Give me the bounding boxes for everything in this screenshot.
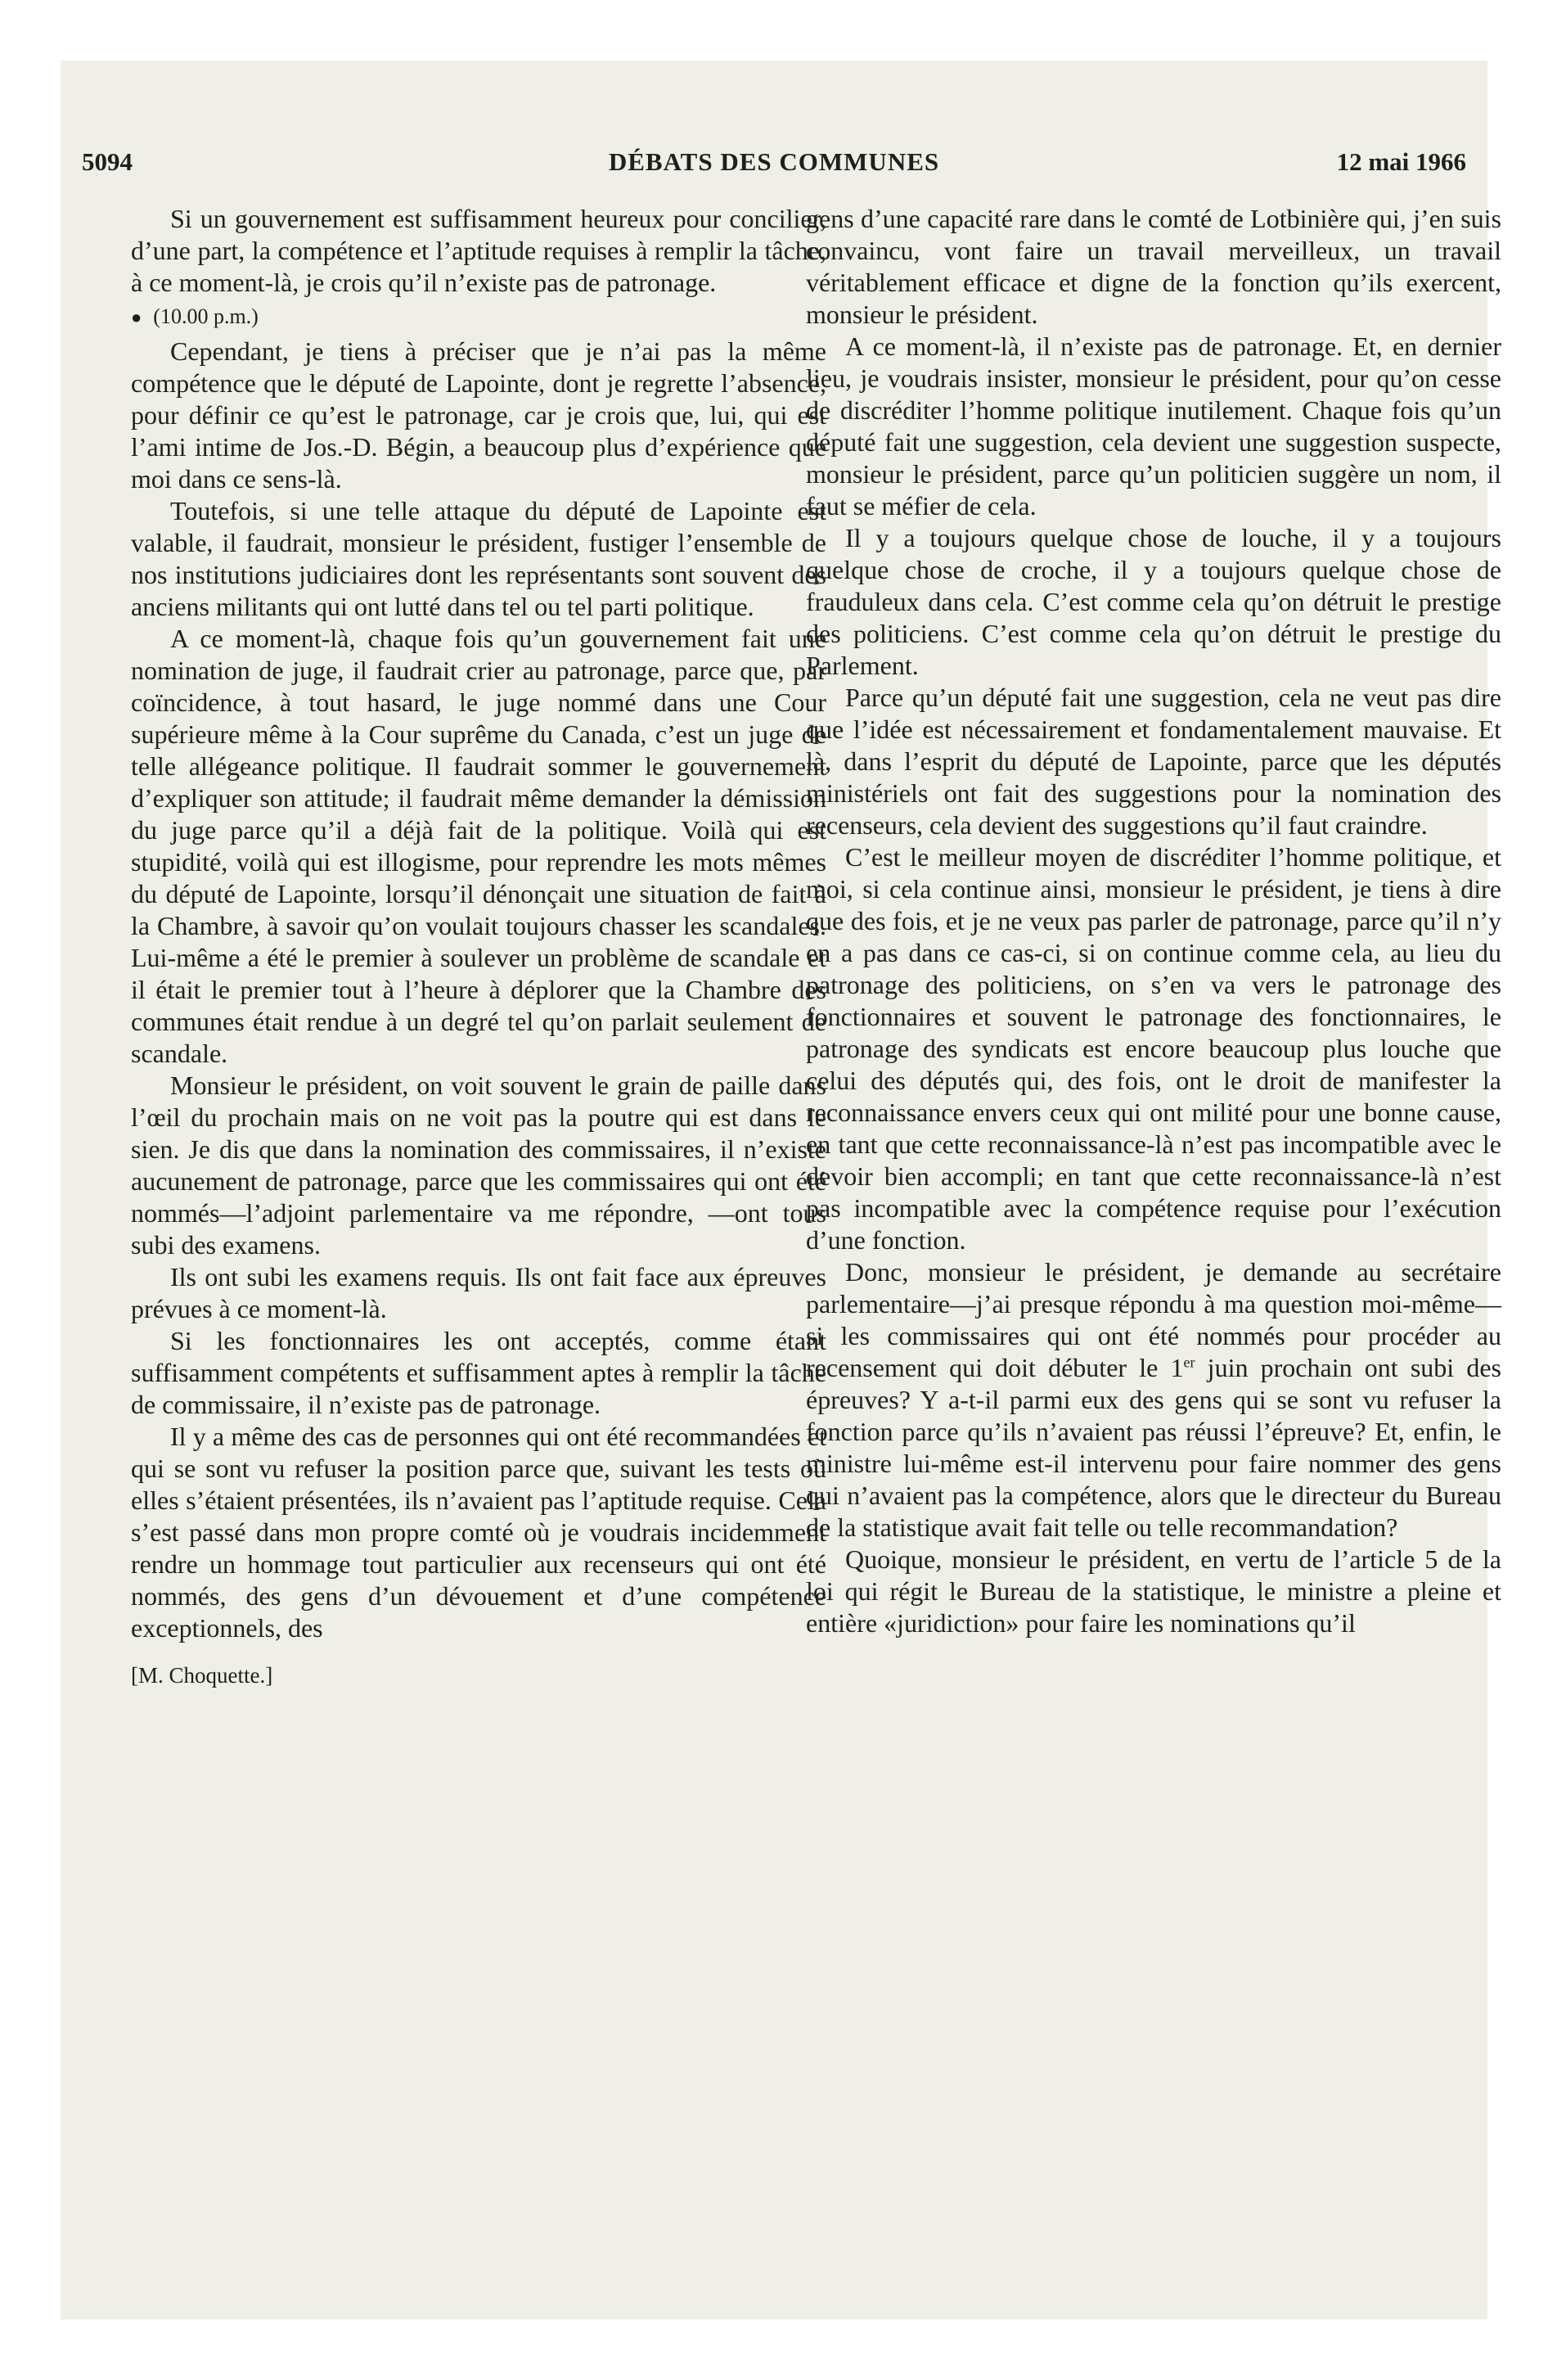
paragraph: Toutefois, si une telle attaque du député de Lapointe est valable, il faudrait, monsieur le président, fustiger l’ensemble de nos institutions judiciaires dont les représentants sont souvent des anciens militants qui ont lutté dans tel ou tel parti politique.	[131, 496, 826, 621]
paragraph: C’est le meilleur moyen de discréditer l’homme politique, et moi, si cela continue ainsi, monsieur le président, je tiens à dire que des fois, et je ne veux pas parler de patronage, parce qu’il n’y en a pas dans ce cas-ci, si on continue comme cela, au lieu du patronage des politiciens, on s’en va vers le patronage des fonctionnaires et souvent le patronage des fonctionnaires, le patronage des syndicats est encore beaucoup plus louche que celui des députés qui, des fois, ont le droit de manifester la reconnaissance envers ceux qui ont milité pour une bonne cause, en tant que cette reconnaissance-là n’est pas incompatible avec le devoir bien accompli; en tant que cette reconnaissance-là n’est pas incompatible avec la compétence requise pour l’exécution d’une fonction.	[806, 842, 1501, 1255]
paragraph-part: Donc, monsieur le président, je demande au secrétaire parlementaire—j’ai presque répondu à ma question moi-même—si les commissaires qui ont été nommés pour procéder au recensement qui doit débuter le 1	[806, 1257, 1501, 1382]
paragraph: Monsieur le président, on voit souvent le grain de paille dans l’œil du prochain mais on ne voit pas la poutre qui est dans le sien. Je dis que dans la nomination des commissaires, il n’existe aucunement de patronage, parce que les commissaires qui ont été nommés—l’adjoint parlementaire va me répondre, —ont tous subi des examens.	[131, 1071, 826, 1260]
superscript: er	[1183, 1354, 1195, 1371]
running-title: DÉBATS DES COMMUNES	[608, 147, 940, 176]
page-date: 12 mai 1966	[1336, 147, 1466, 176]
paragraph: Il y a toujours quelque chose de louche, il y a toujours quelque chose de croche, il y a toujours quelque chose de frauduleux dans cela. C’est comme cela qu’on détruit le prestige des politiciens. C’est comme cela qu’on détruit le prestige du Parlement.	[806, 523, 1501, 680]
paragraph: A ce moment-là, chaque fois qu’un gouvernement fait une nomination de juge, il faudrait crier au patronage, parce que, par coïncidence, à tout hasard, le juge nommé dans une Cour supérieure même à la Cour suprême du Canada, c’est un juge de telle allégeance politique. Il faudrait sommer le gouvernement d’expliquer son attitude; il faudrait même demander la démission du juge parce qu’il a déjà fait de la politique. Voilà qui est stupidité, voilà qui est illogisme, pour reprendre les mots mêmes du député de Lapointe, lorsqu’il dénonçait une situation de fait à la Chambre, à savoir qu’on voulait toujours chasser les scandales. Lui-même a été le premier à soulever un problème de scandale et il était le premier tout à l’heure à déplorer que la Chambre des communes était rendue à un degré tel qu’on parlait seulement de scandale.	[131, 624, 826, 1068]
right-column	[806, 203, 1501, 1639]
paragraph: Si les fonctionnaires les ont acceptés, comme étant suffisamment compétents et suffisamment aptes à remplir la tâche de commissaire, il n’existe pas de patronage.	[131, 1326, 826, 1419]
paragraph-part: juin prochain ont subi des épreuves? Y a-t-il parmi eux des gens qui se sont vu refuser la fonction parce qu’ils n’avaient pas réussi l’épreuve? Et, enfin, le ministre lui-même est-il intervenu pour faire nommer des gens qui n’avaient pas la compétence, alors que le directeur du Bureau de la statistique avait fait telle ou telle recommandation?	[806, 1353, 1502, 1542]
paragraph	[806, 1256, 1501, 1544]
left-column	[131, 203, 826, 1690]
paragraph: Si un gouvernement est suffisamment heureux pour concilier, d’une part, la compétence et l’aptitude requises à remplir la tâche, à ce moment-là, je crois qu’il n’existe pas de patronage.	[131, 204, 826, 297]
paragraph: Cependant, je tiens à préciser que je n’ai pas la même compétence que le député de Lapointe, dont je regrette l’absence, pour définir ce qu’est le patronage, car je crois que, lui, qui est l’ami intime de Jos.-D. Bégin, a beaucoup plus d’expérience que moi dans ce sens-là.	[131, 336, 826, 494]
page-header	[82, 147, 1466, 180]
speaker-attribution: [M. Choquette.]	[131, 1663, 273, 1688]
page-number: 5094	[82, 147, 133, 176]
paragraph: Quoique, monsieur le président, en vertu de l’article 5 de la loi qui régit le Bureau de la statistique, le ministre a pleine et entière «juridiction» pour faire les nominations qu’il	[806, 1544, 1501, 1638]
bullet-icon: ●	[131, 307, 142, 327]
paragraph: Parce qu’un député fait une suggestion, cela ne veut pas dire que l’idée est nécessairement et fondamentalement mauvaise. Et là, dans l’esprit du député de Lapointe, parce que les députés ministériels ont fait des suggestions pour la nomination des recenseurs, cela devient des suggestions qu’il faut craindre.	[806, 683, 1501, 840]
paragraph: Il y a même des cas de personnes qui ont été recommandées et qui se sont vu refuser la position parce que, suivant les tests où elles s’étaient présentées, ils n’avaient pas l’aptitude requise. Cela s’est passé dans mon propre comté où je voudrais incidemment rendre un hommage tout particulier aux recenseurs qui ont été nommés, des gens d’un dévouement et d’une compétence exceptionnels, des	[131, 1422, 826, 1643]
paragraph: A ce moment-là, il n’existe pas de patronage. Et, en dernier lieu, je voudrais insister, monsieur le président, pour qu’on cesse de discréditer l’homme politique inutilement. Chaque fois qu’un député fait une suggestion, cela devient une suggestion suspecte, monsieur le président, parce qu’un politicien suggère un nom, il faut se méfier de cela.	[806, 331, 1501, 521]
time-marker	[131, 299, 826, 336]
paragraph: gens d’une capacité rare dans le comté de Lotbinière qui, j’en suis convaincu, vont faire un travail merveilleux, un travail véritablement efficace et digne de la fonction qu’ils exercent, monsieur le président.	[806, 204, 1501, 329]
time-marker-text: (10.00 p.m.)	[153, 304, 259, 328]
paragraph: Ils ont subi les examens requis. Ils ont fait face aux épreuves prévues à ce moment-là.	[131, 1262, 826, 1323]
